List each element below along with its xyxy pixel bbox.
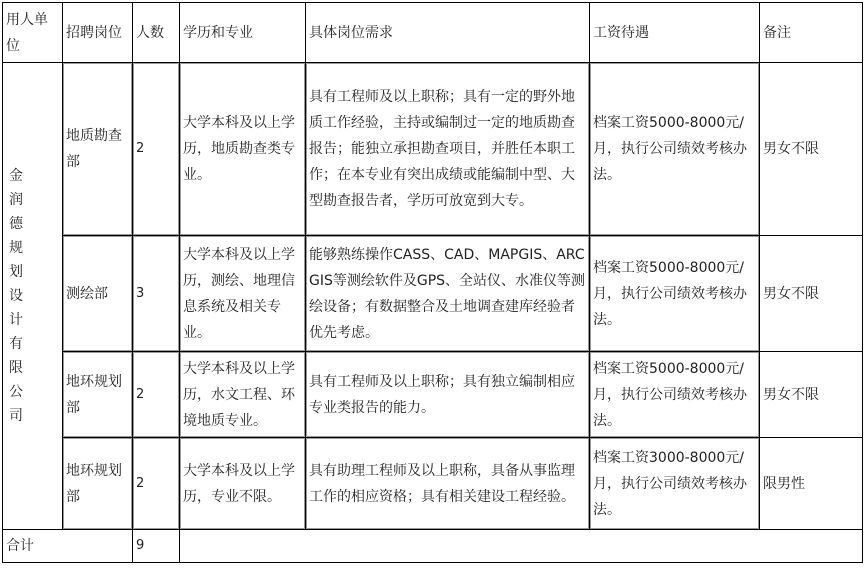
header-count: 人数 [133,3,180,63]
table-row [3,63,863,236]
education-cell: 大学本科及以上学历，专业不限。 [180,438,306,530]
position-cell: 地质勘查部 [63,63,133,236]
remarks-cell: 男女不限 [760,352,863,438]
position-cell: 地环规划部 [63,352,133,438]
count-cell: 2 [133,438,180,530]
count-cell: 3 [133,236,180,352]
employer-name-cell [3,63,63,530]
count-cell: 2 [133,63,180,236]
requirements-cell: 具有工程师及以上职称；具有一定的野外地质工作经验，主持或编制过一定的地质勘查报告；能独立承担勘查项目，并胜任本职工作；在本专业有突出成绩或能编制中型、大型勘查报告者，学历可放宽到大专。 [306,63,590,236]
education-cell: 大学本科及以上学历，水文工程、环境地质专业。 [180,352,306,438]
salary-cell: 档案工资5000-8000元/月，执行公司绩效考核办法。 [590,236,760,352]
header-row [3,3,863,63]
header-remarks: 备注 [760,3,863,63]
requirements-cell: 具有工程师及以上职称；具有独立编制相应专业类报告的能力。 [306,352,590,438]
employer-name: 金润德规划设计有限公司 [9,168,23,424]
total-row [3,530,863,563]
table-row [3,352,863,438]
salary-cell: 档案工资5000-8000元/月，执行公司绩效考核办法。 [590,352,760,438]
remarks-cell: 限男性 [760,438,863,530]
header-education: 学历和专业 [180,3,306,63]
count-cell: 2 [133,352,180,438]
requirements-cell: 具有助理工程师及以上职称，具备从事监理工作的相应资格；具有相关建设工程经验。 [306,438,590,530]
recruitment-table [2,2,863,563]
recruitment-table-wrapper [2,2,863,563]
header-employer: 用人单位 [3,3,63,63]
education-cell: 大学本科及以上学历，地质勘查类专业。 [180,63,306,236]
position-cell: 测绘部 [63,236,133,352]
education-cell: 大学本科及以上学历，测绘、地理信息系统及相关专业。 [180,236,306,352]
salary-cell: 档案工资3000-8000元/月，执行公司绩效考核办法。 [590,438,760,530]
total-empty-cell [180,530,863,563]
total-label: 合计 [3,530,133,563]
header-requirements: 具体岗位需求 [306,3,590,63]
header-position: 招聘岗位 [63,3,133,63]
requirements-cell: 能够熟练操作CASS、CAD、MAPGIS、ARCGIS等测绘软件及GPS、全站仪、水准仪等测绘设备；有数据整合及土地调查建库经验者优先考虑。 [306,236,590,352]
remarks-cell: 男女不限 [760,63,863,236]
table-row [3,236,863,352]
total-count: 9 [133,530,180,563]
header-salary: 工资待遇 [590,3,760,63]
position-cell: 地环规划部 [63,438,133,530]
salary-cell: 档案工资5000-8000元/月，执行公司绩效考核办法。 [590,63,760,236]
table-row [3,438,863,530]
remarks-cell: 男女不限 [760,236,863,352]
